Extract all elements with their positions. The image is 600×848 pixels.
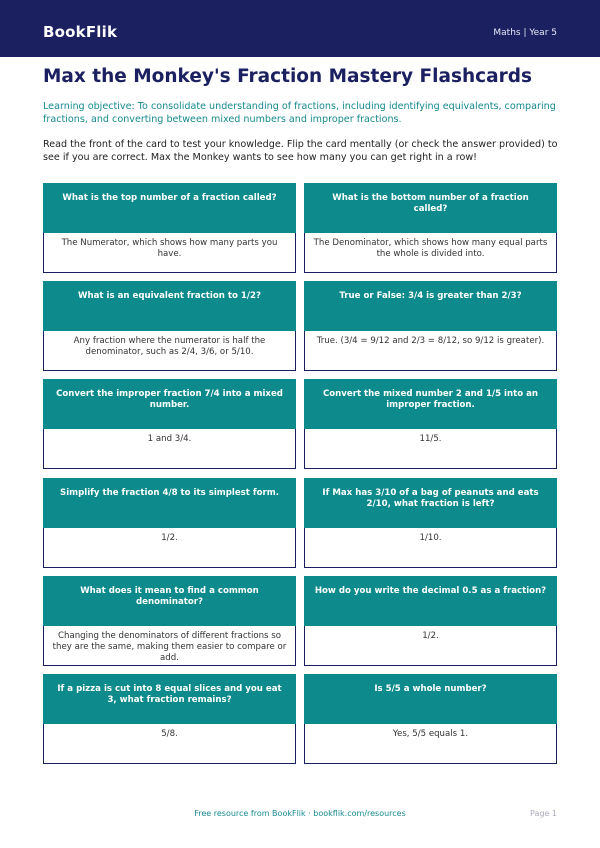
flashcard-question: What does it mean to find a common denominator? <box>43 576 296 626</box>
flashcard-question: True or False: 3/4 is greater than 2/3? <box>304 281 557 331</box>
flashcard-question: If Max has 3/10 of a bag of peanuts and eats 2/10, what fraction is left? <box>304 478 557 528</box>
breadcrumb: Maths | Year 5 <box>493 28 557 38</box>
flashcard <box>304 576 557 666</box>
flashcard-answer: True. (3/4 = 9/12 and 2/3 = 8/12, so 9/12 is greater). <box>304 331 557 371</box>
footer-text[interactable]: Free resource from BookFlik · bookflik.com/resources <box>194 809 406 818</box>
flashcard-question: What is the bottom number of a fraction called? <box>304 183 557 233</box>
flashcard <box>43 674 296 764</box>
flashcard <box>43 281 296 371</box>
flashcard-question: How do you write the decimal 0.5 as a fraction? <box>304 576 557 626</box>
flashcard-answer: The Numerator, which shows how many parts you have. <box>43 233 296 273</box>
flashcard-question: Simplify the fraction 4/8 to its simplest form. <box>43 478 296 528</box>
flashcard-question: Is 5/5 a whole number? <box>304 674 557 724</box>
flashcard-answer: 11/5. <box>304 429 557 469</box>
flashcard <box>43 379 296 469</box>
flashcard-answer: 1/2. <box>43 528 296 568</box>
flashcard <box>304 478 557 568</box>
flashcard <box>304 183 557 273</box>
flashcard-answer: Any fraction where the numerator is half the denominator, such as 2/4, 3/6, or 5/10. <box>43 331 296 371</box>
top-bar <box>0 0 600 57</box>
flashcard-answer: 1 and 3/4. <box>43 429 296 469</box>
flashcard-grid <box>43 183 557 764</box>
flashcard <box>304 379 557 469</box>
flashcard-answer: 1/10. <box>304 528 557 568</box>
page-title: Max the Monkey's Fraction Mastery Flashcards <box>43 66 533 87</box>
flashcard-answer: Changing the denominators of different fractions so they are the same, making them easier to compare or add. <box>43 626 296 666</box>
flashcard-question: Convert the mixed number 2 and 1/5 into an improper fraction. <box>304 379 557 429</box>
flashcard-answer: Yes, 5/5 equals 1. <box>304 724 557 764</box>
page-number: Page 1 <box>530 809 557 818</box>
flashcard-question: What is an equivalent fraction to 1/2? <box>43 281 296 331</box>
flashcard-answer: The Denominator, which shows how many equal parts the whole is divided into. <box>304 233 557 273</box>
flashcard <box>304 674 557 764</box>
flashcard-question: If a pizza is cut into 8 equal slices and you eat 3, what fraction remains? <box>43 674 296 724</box>
flashcard <box>304 281 557 371</box>
flashcard-answer: 1/2. <box>304 626 557 666</box>
flashcard-question: What is the top number of a fraction called? <box>43 183 296 233</box>
flashcard <box>43 576 296 666</box>
flashcard-question: Convert the improper fraction 7/4 into a mixed number. <box>43 379 296 429</box>
brand-logo[interactable]: BookFlik <box>43 23 118 41</box>
instructions: Read the front of the card to test your knowledge. Flip the card mentally (or check the answer provided) to see if you are correct. Max the Monkey wants to see how many you can get right in a row! <box>43 139 558 163</box>
flashcard <box>43 183 296 273</box>
learning-objective: Learning objective: To consolidate understanding of fractions, including identifying equivalents, comparing fractions, and converting between mixed numbers and improper fractions. <box>43 101 556 125</box>
flashcard <box>43 478 296 568</box>
flashcard-answer: 5/8. <box>43 724 296 764</box>
